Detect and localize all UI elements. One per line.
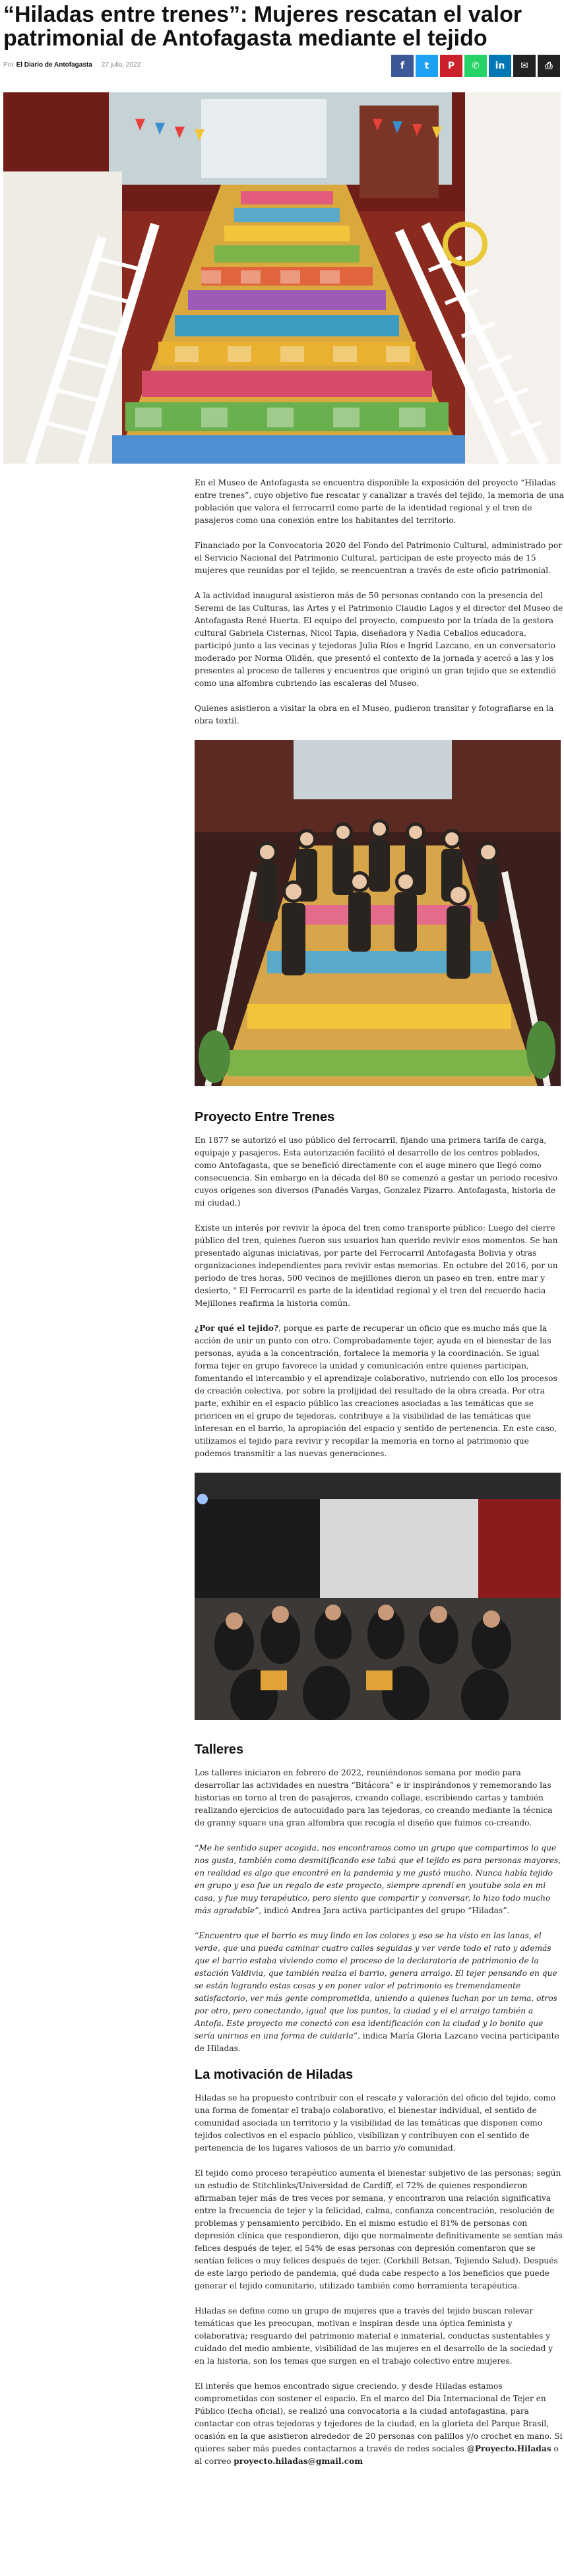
instagram-handle-link[interactable]: @Proyecto.Hiladas [466,2444,551,2453]
paragraph: El tejido como proceso terapéutico aumenta el bienestar subjetivo de las personas; según un estudio de Stitchlinks/Universidad de Cardiff, el 72% de quienes respondieron afirmaban tejer más de tres veces por semana, y encontraron una relación significativa entre la frecuencia de tejer y la felicidad, calma, confianza concentración, resolución de problemas y pensamiento percibido. En el mismo estudio el 81% de personas con depresión clínica que respondieron, dijo que normalmente definitivamente se sentían más felices después de tejer, el 54% de esas personas con depresión comentaron que se sentían felices o muy felices después de tejer. (Corkhill Betsan, Tejiendo Salud). Después de este largo periodo de pandemia, qué duda cabe respecto a los beneficios que puede generar el tejido comunitario, utilizado también como herramienta terapéutica. [195,2168,563,2290]
section-heading: La motivación de Hiladas [195,2068,354,2082]
quote-text: “Me he sentido super acogida, nos encontramos como un grupo que compartimos lo que nos gusta, también como desmitificando ese tabú que el tejido es para personas mayores, en realidad es algo que encontré en la pandemia y me gustó mucho. Nunca había tejido en grupo y eso fue un regalo de este proyecto, siempre aprendí en youtube sola en mi casa, y fue muy terapéutico, pero siento que compartir y conversar, lo hizo todo mucho más agradable”, [195,1843,561,1915]
paragraph: Quienes asistieron a visitar la obra en el Museo, pudieron transitar y fotografiarse en la obra textil. [195,704,554,725]
workshop-photo-museum [195,1473,561,1720]
paragraph: En el Museo de Antofagasta se encuentra disponible la exposición del proyecto “Hiladas entre trenes”, cuyo objetivo fue rescatar y canalizar a través del tejido, la memoria de una población que valora el ferrocarril como parte de la identidad regional y el tren de pasajeros como una conexión entre los habitantes del territorio. [195,478,564,525]
section-heading: Talleres [195,1742,244,1757]
twitter-icon[interactable]: t [416,55,438,77]
quote-paragraph [195,1930,564,2055]
author-link[interactable]: El Diario de Antofagasta [16,61,92,69]
email-link[interactable]: proyecto.hiladas@gmail.com [234,2457,363,2466]
group-photo-stairs [195,740,561,1086]
share-buttons [391,55,560,77]
paragraph: Hiladas se define como un grupo de mujeres que a través del tejido buscan relevar temáticas que les preocupan, motivan e inspiran desde una óptica feminista y colaborativa; resguardo del patrimonio material e inmaterial, conductas sustentables y cuidado del medio ambiente, visibilidad de las mujeres en el desarrollo de la sociedad y en la historia, son los temas que surgen en el trabajo colectivo entre mujeres. [195,2306,553,2366]
quote-text: “Encuentro que el barrio es muy lindo en los colores y eso se ha visto en las lanas, el verde, que una pueda caminar cuatro calles seguidas y ver verde todo el rato y además que el barrio estaba viviendo como el proceso de la declaratoria de patrimonio de la estación Valdivia, que también realza el barrio, genera arraigo. El tejer pensando en que se están logrando estas cosas y en poner valor el patrimonio es tremendamente satisfactorio, ver más gente comprometida, uniendo a quienes luchan por un tema, otros por otro, pero conectando, igual que los puntos, la ciudad y el el arraigo también a Antofa. Este proyecto me conectó con esa identificación con la ciudad y lo bonito que sería unirnos en una forma de cuidarla”, [195,1931,557,2040]
facebook-icon[interactable]: f [391,55,414,77]
paragraph-text: El interés que hemos encontrado sigue creciendo, y desde Hiladas estamos comprometidas con sostener el espacio. En el marco del Día Internacional de Tejer en Público (fecha oficial), se realizó una convocatoria a la ciudad antofagastina, para contactar con otras tejedoras y tejedores de la ciudad, en la glorieta del Parque Brasil, ocasión en la que asistieron alrededor de 20 personas con palillos y/o crochet en mano. Si quieres saber más puedes contactarnos a través de redes sociales [195,2381,563,2453]
publish-date: 27 julio, 2022 [101,61,141,69]
article-title: “Hiladas entre trenes”: Mujeres rescatan el valor patrimonial de Antofagasta mediante el tejido [3,2,522,51]
section-heading: Proyecto Entre Trenes [195,1110,335,1124]
paragraph-strong: ¿Por qué el tejido? [195,1324,278,1333]
paragraph-text: , porque es parte de recuperar un oficio que es mucho más que la acción de unir un punto con otro. Comprobadamente tejer, ayuda en el bienestar de las personas, ayuda a la concentración, fortalece la memoria y la coordinación. Se igual forma tejer en grupo favorece la unidad y comunicación entre quienes participan, fomentando el intercambio y el aprendizaje colaborativo, nutriendo con ello los procesos de creación colectiva, por sobre la prolijidad del resultado de la obra creada. Por otra parte, exhibir en el espacio público las creaciones asociadas a las temáticas que se prioricen en el grupo de tejedoras, contribuye a la visibilidad de las temáticas que interesan en el barrio, la apropiación del espacio y sentido de pertenencia. En este caso, utilizamos el tejido para revivir y recopilar la memoria en torno al patrimonio que podemos transmitir a las nuevas generaciones. [195,1324,557,1458]
paragraph: En 1877 se autorizó el uso público del ferrocarril, fijando una primera tarifa de carga, equipaje y pasajeros. Esta autorización facilitó el desarrollo de los centros poblados, como Antofagasta, que se benefició directamente con el auge minero que llegó como consecuencia. Sin embargo en la década del 80 se comenzó a gestar un periodo recesivo cuyos orígenes son diversos (Panadés Vargas, Gonzalez Pizarro. Antofagasta, historia de mi ciudad.) [195,1136,557,1208]
article-body [195,477,564,2480]
paragraph: Existe un interés por revivir la época del tren como transporte público: Luego del cierre público del tren, quienes fueron sus usuarios han querido revivir esos momentos. Se han presentado algunas iniciativas, por parte del Ferrocarril Antofagasta Bolivia y otras organizaciones independientes para revivir estas memorias. En octubre del 2016, por un periodo de tres horas, 500 vecinos de mejillones dieron un paseo en tren, entre mar y desierto, " El Ferrocarril es parte de la identidad regional y el tren del recuerdo hacia Mejillones reafirma la historia común. [195,1223,558,1308]
print-icon[interactable]: ⎙ [538,55,560,77]
quote-attribution: indica María Gloria Lazcano vecina participante de Hiladas. [195,2031,559,2053]
paragraph [195,2380,564,2468]
paragraph: A la actividad inaugural asistieron más de 50 personas contando con la presencia del Seremi de las Culturas, las Artes y el Patrimonio Claudio Lagos y el director del Museo de Antofagasta René Huerta. El equipo del proyecto, compuesto por la tríada de la gestora cultural Gabriela Cisternas, Nicol Tapia, diseñadora y Nadia Ceballos educadora, participó junto a las vecinas y tejedoras Julia Ríos e Ingrid Lazcano, en un conversatorio moderado por Norma Olidén, que presentó el contexto de la jornada y acercó a las y los presentes al proceso de talleres y encuentros que originó un gran tejido que se extendió como una alfombra cubriendo las escaleras del Museo. [195,591,563,688]
paragraph: Los talleres iniciaron en febrero de 2022, reuniéndonos semana por medio para desarrollar las actividades en nuestra “Bitácora” e ir inspirándonos y rememorando las historias en torno al tren de pasajeros, creando collage, escribiendo cartas y también realizando ejercicios de autocuidado para las tejedoras, co creando mediante la técnica de granny square una gran alfombra que recogía el diseño que fuimos co-creando. [195,1768,553,1827]
hero-photo-knitted-stairs [3,92,561,464]
email-icon[interactable]: ✉ [513,55,536,77]
paragraph [195,1322,564,1460]
quote-paragraph [195,1842,564,1917]
pinterest-icon[interactable]: P [440,55,462,77]
by-prefix: Por [3,61,14,69]
article-meta [3,61,141,69]
paragraph-text: o al correo [195,2444,559,2466]
linkedin-icon[interactable]: in [489,55,511,77]
paragraph: Hiladas se ha propuesto contribuir con el rescate y valoración del oficio del tejido, como una forma de fomentar el trabajo colaborativo, el bienestar individual, el sentido de comunidad asociada un territorio y la visibilidad de las temáticas que disponen como tejidos colectivos en el espacio público, visibilizan y contribuyen con el sentido de pertenencia de los lugares valiosos de un barrio y/o comunidad. [195,2093,556,2153]
whatsapp-icon[interactable]: ✆ [464,55,487,77]
paragraph: Financiado por la Convocatoria 2020 del Fondo del Patrimonio Cultural, administrado por el Servicio Nacional del Patrimonio Cultural, participan de este proyecto más de 15 mujeres que reunidas por el tejido, se reencuentran a través de este oficio patrimonial. [195,541,563,575]
quote-attribution: indicó Andrea Jara activa participantes del grupo “Hiladas”. [261,1906,510,1915]
